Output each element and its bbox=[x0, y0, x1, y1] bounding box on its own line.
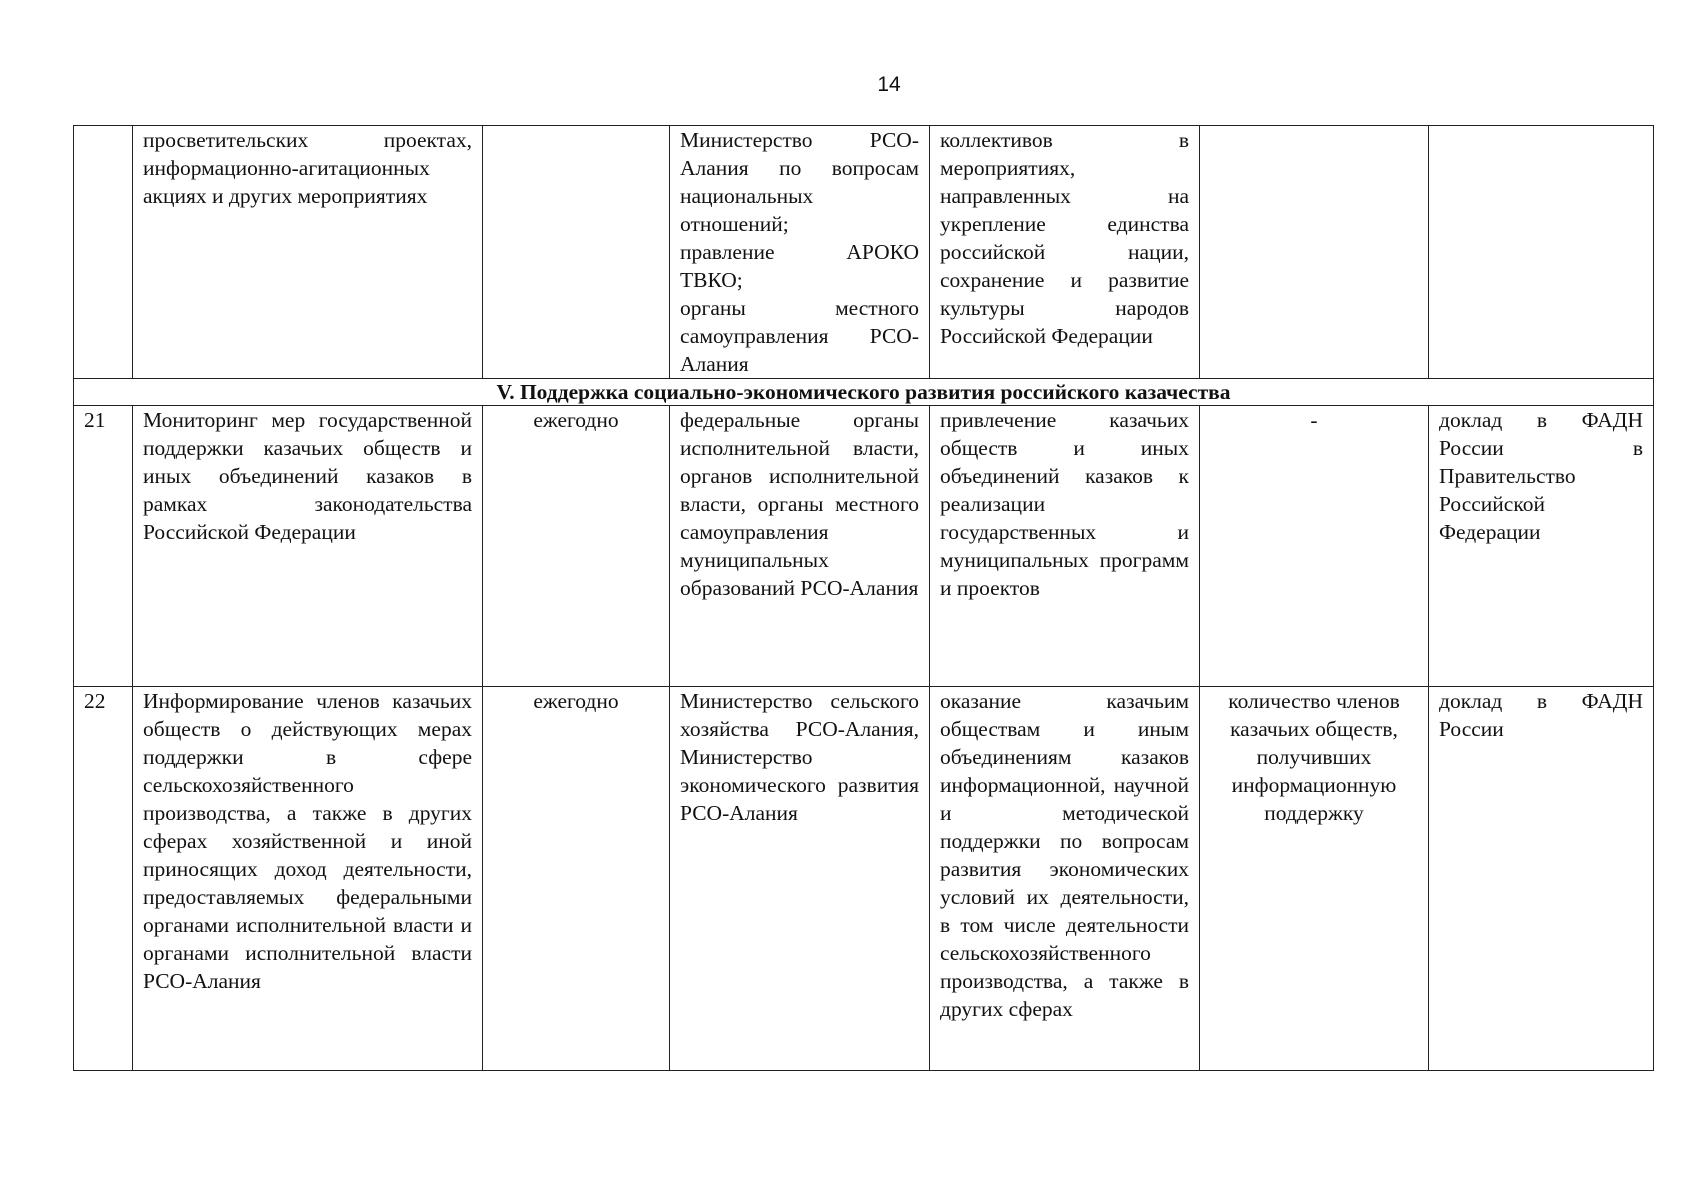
table-row bbox=[74, 406, 1654, 687]
table-row bbox=[74, 687, 1654, 1071]
result-cell: привлечение казачьих обществ и иных объединений казаков к реализации государственных и муниципальных программ и проектов bbox=[930, 406, 1200, 687]
term-cell: ежегодно bbox=[483, 687, 670, 1071]
executors-cell: федеральные органы исполнительной власти, органов исполнительной власти, органы местного самоуправления муниципальных образований РСО-Алания bbox=[670, 406, 930, 687]
activity-cell: просветительских проектах, информационно-агитационных акциях и других мероприятиях bbox=[133, 126, 483, 379]
term-cell: ежегодно bbox=[483, 406, 670, 687]
reporting-cell: доклад в ФАДН России bbox=[1429, 687, 1654, 1071]
action-plan-table bbox=[73, 125, 1654, 1071]
executors-cell: Министерство сельского хозяйства РСО-Алания, Министерство экономического развития РСО-Алания bbox=[670, 687, 930, 1071]
result-cell: оказание казачьим обществам и иным объединениям казаков информационной, научной и методической поддержки по вопросам развития экономических условий их деятельности, в том числе деятельности сельскохозяйственного производства, а также в других сферах bbox=[930, 687, 1200, 1071]
row-number-cell bbox=[74, 126, 133, 379]
term-cell bbox=[483, 126, 670, 379]
indicator-cell: - bbox=[1200, 406, 1429, 687]
result-cell: коллективов в мероприятиях, направленных на укрепление единства российской нации, сохранение и развитие культуры народов Российской Федерации bbox=[930, 126, 1200, 379]
indicator-cell bbox=[1200, 126, 1429, 379]
reporting-cell: доклад в ФАДН России в Правительство Российской Федерации bbox=[1429, 406, 1654, 687]
row-number-cell: 22 bbox=[74, 687, 133, 1071]
section-header-row bbox=[74, 379, 1654, 406]
activity-cell: Мониторинг мер государственной поддержки казачьих обществ и иных объединений казаков в рамках законодательства Российской Федерации bbox=[133, 406, 483, 687]
page-number: 14 bbox=[877, 73, 901, 96]
row-number-cell: 21 bbox=[74, 406, 133, 687]
section-title: V. Поддержка социально-экономического развития российского казачества bbox=[74, 379, 1654, 406]
table-row bbox=[74, 126, 1654, 379]
indicator-cell: количество членов казачьих обществ, получивших информационную поддержку bbox=[1200, 687, 1429, 1071]
activity-cell: Информирование членов казачьих обществ о действующих мерах поддержки в сфере сельскохозяйственного производства, а также в других сферах хозяйственной и иной приносящих доход деятельности, предоставляемых федеральными органами исполнительной власти и органами исполнительной власти РСО-Алания bbox=[133, 687, 483, 1071]
reporting-cell bbox=[1429, 126, 1654, 379]
executors-cell: Министерство РСО-Алания по вопросам национальных отношений; правление АРОКО ТВКО; органы местного самоуправления РСО-Алания bbox=[670, 126, 930, 379]
